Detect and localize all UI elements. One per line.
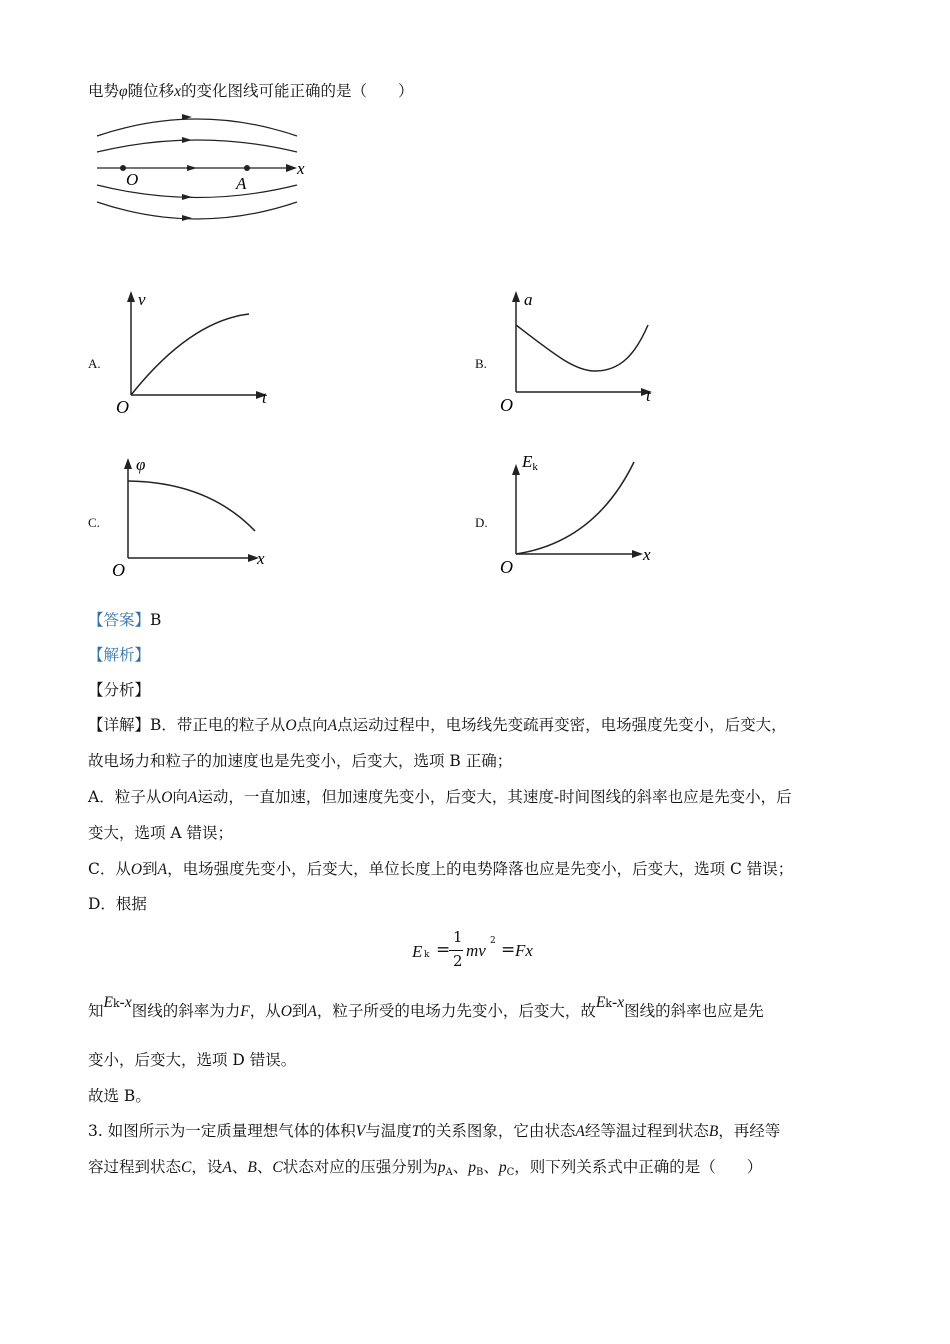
question-3-line-2: 容过程到状态C，设A、B、C状态对应的压强分别为$p_A$、$p_B$、$p_C$，则下列关系式中正确的是（ ）	[88, 1158, 763, 1178]
axis-x-label: t	[646, 386, 651, 405]
label-a: A	[236, 174, 247, 193]
axis-y-label: a	[524, 290, 533, 309]
analysis-label: 【解析】	[88, 646, 151, 664]
option-b-letter: B.	[475, 356, 487, 371]
stem-text: 电势	[88, 82, 120, 100]
stem-text: 的变化图线可能正确的是（ ）	[181, 82, 414, 100]
axis-x-label: x	[257, 549, 265, 568]
stem-text: 随位移	[127, 82, 175, 100]
axis-y-label: Ek	[522, 452, 538, 473]
electric-field-figure	[90, 110, 320, 225]
detail-line-9: 故选 B。	[88, 1087, 151, 1105]
option-d-graph	[495, 452, 665, 582]
detail-line-1: 【详解】B．带正电的粒子从O点向A点运动过程中，电场线先变疏再变密，电场强度先变小，后变大，	[88, 716, 787, 734]
origin-label: O	[116, 397, 129, 415]
axis-y-label: v	[138, 290, 146, 309]
option-b-graph	[495, 285, 665, 415]
option-c-letter: C.	[88, 515, 100, 530]
kinetic-energy-formula: E k = 1 2 mv 2 = Fx	[412, 928, 533, 970]
stem-phi: φ	[119, 83, 128, 100]
origin-label: O	[500, 395, 513, 415]
answer-line	[88, 609, 161, 631]
stem-x: x	[174, 83, 181, 100]
detail-line-4: 变大，选项 A 错误；	[88, 824, 234, 842]
axis-x-label: t	[262, 388, 267, 407]
option-a-graph	[110, 285, 280, 415]
option-d-letter: D.	[475, 515, 488, 530]
axis-x-label: x	[643, 545, 651, 564]
detail-line-5: C．从O到A，电场强度先变小，后变大，单位长度上的电势降落也应是先变小，后变大，选项 C 错误；	[88, 860, 794, 878]
origin-label: O	[500, 557, 513, 577]
option-c-graph	[108, 452, 283, 582]
answer-label: 【答案】	[88, 611, 151, 629]
question-3-line-1: 3. 如图所示为一定质量理想气体的体积V与温度T的关系图象，它由状态A经等温过程到状态B，再经等	[88, 1122, 781, 1140]
fenxi-label: 【分析】	[88, 681, 151, 699]
detail-line-8: 变小，后变大，选项 D 错误。	[88, 1051, 297, 1069]
detail-line-6: D．根据	[88, 895, 147, 913]
question-stem	[88, 80, 414, 103]
detail-line-3: A．粒子从O向A运动，一直加速，但加速度先变小，后变大，其速度-时间图线的斜率也应是先变小，后	[88, 788, 792, 806]
option-a-letter: A.	[88, 356, 101, 371]
answer-value: B	[150, 611, 162, 629]
axis-y-label: φ	[136, 455, 146, 474]
label-x: x	[297, 159, 305, 178]
detail-line-2: 故电场力和粒子的加速度也是先变小，后变大，选项 B 正确；	[88, 752, 513, 770]
origin-label: O	[112, 560, 125, 580]
detail-line-7: 知Ek-x图线的斜率为力F，从O到A，粒子所受的电场力先变小，后变大，故Ek-x图线的斜率也应是先	[88, 994, 764, 1020]
label-o: O	[126, 170, 139, 189]
